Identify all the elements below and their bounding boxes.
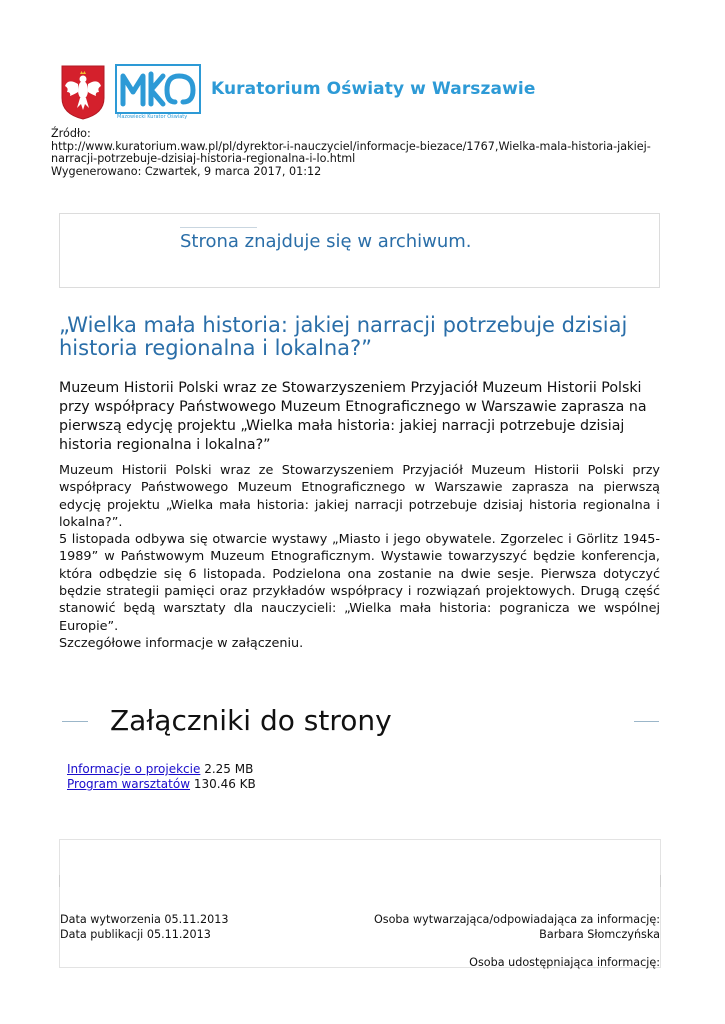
article-body — [59, 462, 660, 652]
publication-date: Data publikacji 05.11.2013 — [60, 927, 211, 941]
polish-eagle-emblem-icon — [60, 64, 106, 120]
creation-date: Data wytworzenia 05.11.2013 — [60, 913, 229, 926]
attachments-divider-right — [634, 721, 659, 722]
body-paragraph: Szczegółowe informacje w załączeniu. — [59, 635, 304, 651]
attachment-link-workshop-program[interactable]: Program warsztatów — [67, 777, 191, 791]
page-title: „Wielka mała historia: jakiej narracji potrzebuje dzisiaj historia regionalna i lokalna?” — [59, 313, 628, 360]
archive-divider — [180, 227, 257, 228]
source-label: Źródło: — [51, 127, 91, 140]
source-url-line-2: narracji-potrzebuje-dzisiaj-historia-regionalna-i-lo.html — [51, 152, 356, 166]
source-info — [51, 128, 671, 178]
archive-notice: Strona znajduje się w archiwum. — [180, 231, 472, 252]
attachment-item — [67, 762, 256, 777]
responsible-label: Osoba wytwarzająca/odpowiadająca za informację: — [373, 913, 660, 926]
attachment-size: 2.25 MB — [204, 762, 254, 776]
footer-divider-left — [59, 875, 60, 887]
attachment-item — [67, 777, 256, 792]
metadata-dates — [60, 913, 228, 942]
sharing-label: Osoba udostępniająca informację: — [469, 956, 660, 969]
source-url-line-1: http://www.kuratorium.waw.pl/pl/dyrektor-i-nauczyciel/informacje-biezace/1767,Wielka-mala-historia-jakiej- — [51, 139, 651, 153]
mko-logo — [115, 64, 201, 114]
metadata-people — [360, 913, 660, 971]
mko-logo-mark — [117, 66, 199, 112]
footer-spacer — [360, 942, 660, 956]
footer-divider-right — [660, 875, 661, 887]
responsible-name: Barbara Słomczyńska — [539, 927, 660, 941]
attachment-size: 130.46 KB — [193, 777, 256, 791]
attachment-link-project-info[interactable]: Informacje o projekcie — [67, 762, 201, 776]
body-paragraph: Muzeum Historii Polski wraz ze Stowarzyszeniem Przyjaciół Muzeum Historii Polski przy współpracy Państwowego Muzeum Etnograficznego w Warszawie zaprasza na pierwszą edycję projektu „Wielka mała historia: jakiej narracji potrzebuje dzisiaj historia regionalna i lokalna?”. — [59, 463, 660, 530]
mko-caption: Mazowiecki Kurator Oświaty — [117, 114, 188, 120]
body-paragraph: 5 listopada odbywa się otwarcie wystawy „Miasto i jego obywatele. Zgorzelec i Görlitz 1945-1989” w Państwowym Muzeum Etnograficznym. Wystawie towarzyszyć będzie konferencja, która odbędzie się 6 listopada. Podzielona ona zostanie na dwie sesje. Pierwsza dotyczyć będzie strategii pamięci oraz przykładów współpracy i rozwiązań projektowych. Drugą część stanowić będą warsztaty dla nauczycieli: „Wielka mała historia: pogranicza we wspólnej Europie”. — [59, 532, 660, 634]
organization-name: Kuratorium Oświaty w Warszawie — [211, 79, 536, 99]
attachments-list — [67, 762, 256, 792]
generated-date: Wygenerowano: Czwartek, 9 marca 2017, 01:12 — [51, 164, 322, 178]
attachments-heading: Załączniki do strony — [110, 704, 392, 737]
attachments-divider-left — [62, 721, 88, 722]
article-lead: Muzeum Historii Polski wraz ze Stowarzyszeniem Przyjaciół Muzeum Historii Polski przy współpracy Państwowego Muzeum Etnograficznego w Warszawie zaprasza na pierwszą edycję projektu „Wielka mała historia: jakiej narracji potrzebuje dzisiaj historia regionalna i lokalna?” — [59, 380, 647, 453]
